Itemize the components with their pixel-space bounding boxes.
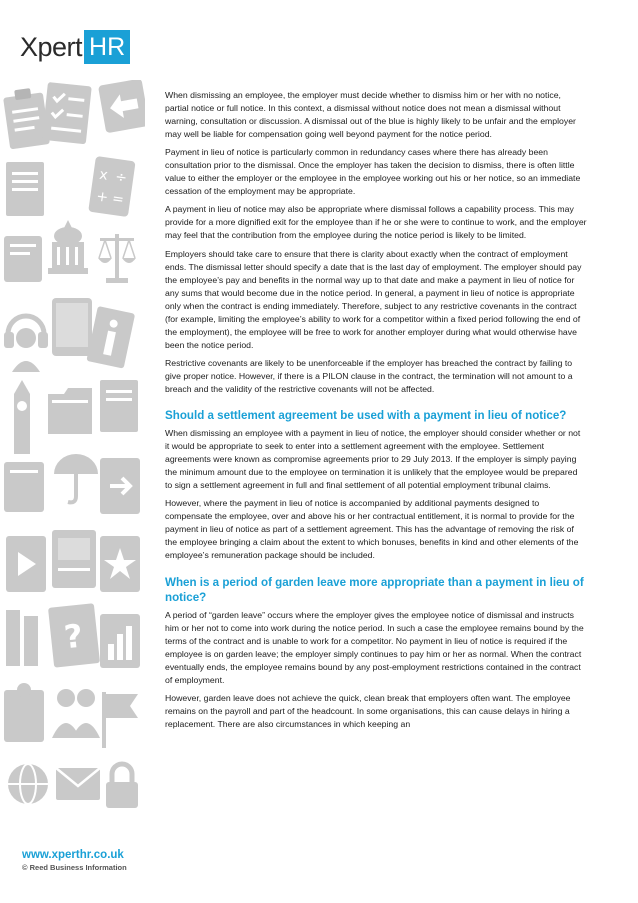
chart-icon: [100, 614, 140, 668]
flag-icon: [102, 692, 138, 748]
section-heading: When is a period of garden leave more appropriate than a payment in lieu of notice?: [165, 575, 584, 604]
logo-xpert-text: Xpert: [20, 32, 83, 62]
star-icon: [100, 536, 140, 592]
paragraph: Payment in lieu of notice is particularly common in redundancy cases where there has already been consultation prior to the dismissal. Once the employer has taken the decision to dismiss, there is often little value to either the employer or the employee in the employee working out his or her notice, so an immediate cessation of the employment may be appropriate.: [165, 147, 581, 197]
document-icon: [6, 162, 44, 216]
garden-leave-section: [165, 575, 587, 731]
people-icon: [52, 689, 100, 738]
folder-icon: [48, 388, 92, 434]
paragraph: However, garden leave does not achieve the quick, clean break that employers often want. The employee remains on the payroll and part of the headcount. In some organisations, this can cause delays in hiring a replacement. There are also circumstances in which keeping an: [165, 692, 571, 729]
page-icon: [100, 380, 138, 432]
video-icon: [6, 536, 46, 592]
arrows-icon: [98, 80, 145, 133]
decorative-icon-sidebar: [0, 80, 145, 840]
puzzle-icon: [4, 683, 44, 742]
paragraph: A period of “garden leave” occurs where the employer gives the employee notice of dismissal and instructs him or her not to come into work during the notice period. In such a case the employee remains bound by the terms of the contract and is unable to work for a competitor. No payment in lieu of notice is required if the employee is on garden leave; the employer simply continues to pay him or her as normal. When the contract eventually ends, the employee remains bound by any post-employment restrictions contained in the contract of employment.: [165, 609, 584, 685]
footer-copyright: © Reed Business Information: [22, 863, 127, 872]
svg-text:+: +: [95, 188, 110, 207]
tablet-icon: [52, 298, 92, 356]
checklist-icon: [42, 82, 92, 144]
paragraph: A payment in lieu of notice may also be appropriate where dismissal follows a capability process. This may provide for a more dignified exit for the employee than if he or she were to continue to work, and the employer may feel that the contribution from the employee during the notice period is likely to be limited.: [165, 204, 587, 241]
settlement-agreement-section: [165, 408, 587, 562]
books-icon: [6, 610, 38, 666]
article-body: [165, 89, 587, 736]
svg-text:=: =: [111, 190, 125, 209]
box-icon: [4, 462, 44, 512]
paragraph: When dismissing an employee, the employer must decide whether to dismiss him or her with no notice, partial notice or full notice. In this context, a dismissal without notice does not mean a dismissal without warning, consultation or discussion. A dismissal out of the blue is highly likely to be unfair and the employer may well be liable for compensation going well beyond payment for the notice period.: [165, 90, 576, 140]
intro-section: [165, 89, 587, 396]
logo-hr-box: HR: [84, 30, 130, 64]
presentation-icon: [52, 530, 96, 588]
clipboard-icon: [2, 86, 50, 149]
scales-icon: [98, 234, 136, 283]
capitol-icon: [48, 220, 88, 274]
calculator-icon: [88, 156, 135, 217]
paragraph: Employers should take care to ensure that there is clarity about exactly when the contract of employment ends. The dismissal letter should specify a date that is the last day of employment. The employer should pay the employee’s pay and benefits in the normal way up to that date and make a payment in lieu of notice for any sums that would become due in the notice period. In general, a payment in lieu of notice is appropriate only when the contract is ending immediately. Therefore, subject to any restrictive covenants in the contract (for example, limiting the employee’s ability to work for a competitor within a fixed period following the end of the employment), the employee will be free to work for another employer during what would otherwise have been the notice period.: [165, 248, 582, 350]
section-heading: Should a settlement agreement be used with a payment in lieu of notice?: [165, 409, 567, 423]
svg-text:?: ?: [62, 616, 85, 657]
umbrella-icon: [54, 454, 98, 502]
footer: [22, 848, 127, 874]
arrow-box-icon: [100, 458, 140, 514]
svg-text:x: x: [98, 166, 109, 184]
globe-icon: [8, 764, 48, 804]
footer-url-link[interactable]: www.xperthr.co.uk: [22, 849, 124, 861]
paragraph: When dismissing an employee with a payment in lieu of notice, the employer should consider whether or not it would be appropriate to seek to enter into a settlement agreement with the employee. Settlement agreements were known as compromise agreements prior to 29 July 2013. If the employer is simply paying the minimum amount due to the employee on termination it is unlikely that the employee would be prepared to sign a settlement agreement in full and final settlement of all potential employment tribunal claims.: [165, 428, 581, 491]
lock-icon: [106, 764, 138, 808]
paragraph: Restrictive covenants are likely to be unenforceable if the employer has breached the contract by failing to give proper notice. However, if there is a PILON clause in the contract, the termination will not amount to a breach and the validity of the restrictive covenants will not be affected.: [165, 357, 573, 394]
info-icon: [86, 306, 135, 369]
big-ben-icon: [14, 380, 30, 454]
svg-text:÷: ÷: [114, 168, 129, 187]
headset-icon: [4, 316, 48, 372]
paragraph: However, where the payment in lieu of notice is accompanied by additional payments designed to compensate the employee, over and above his or her contractual entitlement, it is normal to provide for the payment in lieu of notice as part of a settlement agreement. This has the advantage of removing the risk of the employee bringing a claim about the extent to which bonuses, benefits in kind and other elements of the employee’s remuneration package should be included.: [165, 498, 579, 561]
mail-icon: [56, 768, 100, 800]
blocks-icon: [4, 236, 42, 282]
xperthr-logo[interactable]: [20, 30, 130, 64]
question-icon: [48, 603, 100, 667]
